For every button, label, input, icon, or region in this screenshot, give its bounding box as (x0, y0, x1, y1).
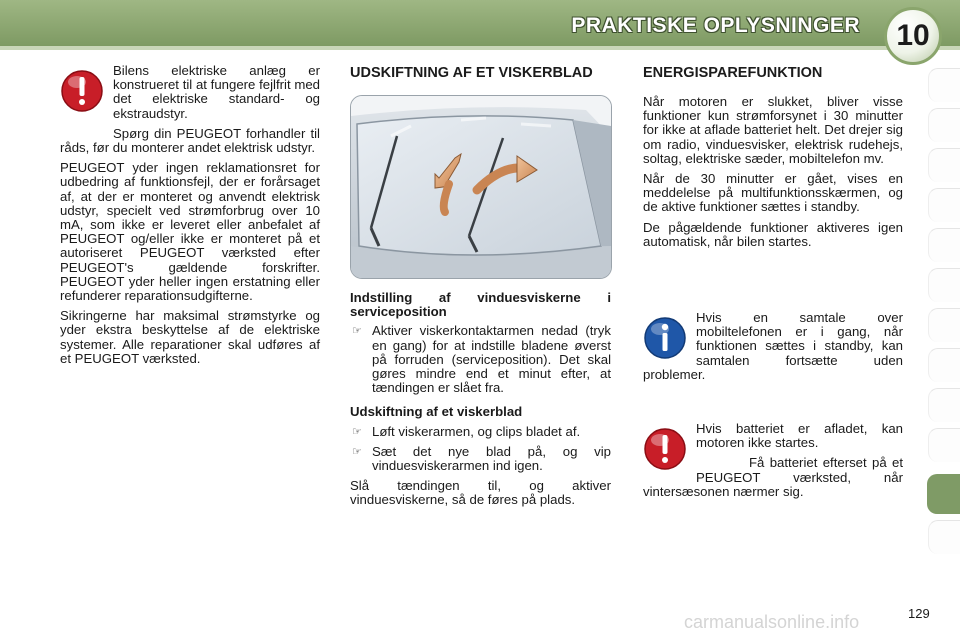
section-title: UDSKIFTNING AF ET VISKERBLAD (350, 65, 593, 81)
chapter-tabs (928, 68, 960, 574)
left-column (60, 64, 320, 372)
paragraph: Når motoren er slukket, bliver visse funktioner kun strømforsynet i 30 minutter for ikke at aflade batteriet helt. Det drejer sig om radio, vinduesvisker, elektrisk rudehejs, soltag, elektriske sæder, mobiltelefon mv. (643, 94, 903, 166)
chapter-tab[interactable] (928, 348, 960, 382)
list-item-text: Løft viskerarmen, og clips bladet af. (372, 423, 581, 439)
list-item-text: Sæt det nye blad på, og vip vinduesviskerarmen ind igen. (372, 443, 611, 474)
warning-text: Spørg din PEUGEOT forhandler til råds, før du monterer andet elektrisk udstyr. (60, 125, 320, 156)
spacer (643, 388, 903, 422)
chapter-tab[interactable] (928, 228, 960, 262)
warning-text: Få batteriet efterset på et PEUGEOT værksted, når vintersæsonen nærmer sig. (643, 455, 903, 499)
warning-text: Bilens elektriske anlæg er konstrueret til at fungere fejlfrit med det elektriske standard- og ekstraudstyr. (113, 63, 320, 121)
chapter-tab[interactable] (928, 268, 960, 302)
pointing-hand-icon: ☞ (352, 325, 362, 338)
middle-column (350, 66, 611, 514)
warning-text: Hvis batteriet er afladet, kan motoren ikke startes. (696, 421, 903, 451)
chapter-tab[interactable] (928, 188, 960, 222)
list-item (350, 445, 611, 473)
info-text: Hvis en samtale over mobiltelefonen er i gang, når funktionen sættes i standby, kan samtalen fortsætte uden problemer. (643, 310, 903, 382)
chapter-tab[interactable] (928, 108, 960, 142)
info-icon (643, 311, 696, 365)
chapter-title: PRAKTISKE OPLYSNINGER (571, 14, 860, 37)
chapter-tab[interactable] (928, 388, 960, 422)
spacer (643, 255, 903, 311)
paragraph: Sikringerne har maksimal strømstyrke og yder ekstra beskyttelse af de elektriske systemer. Alle reparationer skal udføres af et PEUGEOT værksted. (60, 308, 320, 366)
subheading: Indstilling af vinduesviskerne i serviceposition (350, 290, 611, 320)
pointing-hand-icon: ☞ (352, 445, 362, 458)
chapter-number-badge: 10 (884, 7, 942, 65)
page-number: 129 (908, 606, 930, 621)
windshield-illustration (350, 95, 612, 279)
chapter-tab[interactable] (928, 68, 960, 102)
chapter-tab[interactable] (928, 308, 960, 342)
exclamation-icon (60, 64, 113, 118)
paragraph: Når de 30 minutter er gået, vises en meddelelse på multifunktionsskærmen, og de aktive funktioner sættes i standby. (643, 171, 903, 215)
exclamation-icon (643, 422, 696, 476)
section-title: ENERGISPAREFUNKTION (643, 65, 823, 81)
paragraph: De pågældende funktioner aktiveres igen automatisk, når bilen startes. (643, 219, 903, 249)
paragraph: Slå tændingen til, og aktiver vinduesviskerne, så de føres på plads. (350, 478, 611, 508)
pointing-hand-icon: ☞ (352, 425, 362, 438)
chapter-tab-active[interactable] (927, 474, 960, 514)
list-item (350, 324, 611, 395)
list-item (350, 425, 611, 439)
header-divider (0, 46, 960, 50)
subheading: Udskiftning af et viskerblad (350, 404, 523, 420)
windshield-drawing (351, 96, 611, 278)
list-item-text: Aktiver viskerkontaktarmen nedad (tryk en gang) for at indstille bladene øverst på forruden (serviceposition). Det skal gøres mindre end et minut efter, at tændingen er slået fra. (372, 323, 611, 396)
chapter-tab[interactable] (928, 520, 960, 554)
watermark: carmanualsonline.info (684, 612, 860, 632)
paragraph: PEUGEOT yder ingen reklamationsret for udbedring af funktionsfejl, der er forårsaget af, at der er monteret og anvendt elektrisk udstyr, specielt ved strømforbrug over 10 mA, som ikke er leveret eller anbefalet af PEUGEOT og/eller ikke er monteret på et autoriseret PEUGEOT værksted efter PEUGEOT's gældende forskrifter. PEUGEOT yder heller ingen erstatning eller refunderer reparationsudgifterne. (60, 160, 320, 304)
chapter-tab[interactable] (928, 428, 960, 462)
chapter-tab[interactable] (928, 148, 960, 182)
right-column (643, 66, 903, 505)
